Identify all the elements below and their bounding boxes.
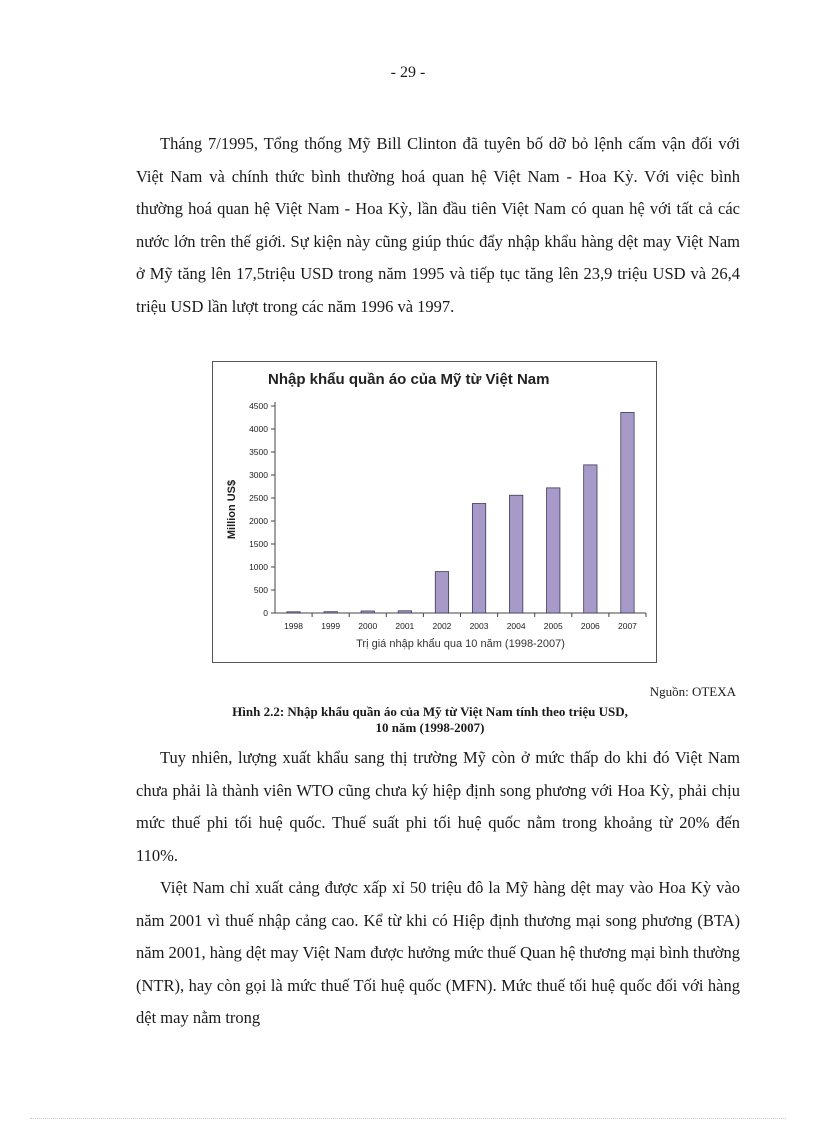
chart-title: Nhập khẩu quần áo của Mỹ từ Việt Nam xyxy=(268,371,550,388)
paragraph-3: Việt Nam chỉ xuất cảng được xấp xỉ 50 triệu đô la Mỹ hàng dệt may vào Hoa Kỳ vào năm 2001 vì thuế nhập cảng cao. Kể từ khi có Hiệp định thương mại song phương (BTA) năm 2001, hàng dệt may Việt Nam được hưởng mức thuế Quan hệ thương mại bình thường (NTR), hay còn gọi là mức thuế Tối huệ quốc (MFN). Mức thuế tối huệ quốc đối với hàng dệt may nằm trong xyxy=(136,878,740,1027)
figure-caption-line-2: 10 năm (1998-2007) xyxy=(375,720,485,735)
bar xyxy=(472,504,485,613)
x-tick-label: 2006 xyxy=(580,621,600,631)
y-axis-label: Million US$ xyxy=(226,479,238,540)
y-tick-label: 2000 xyxy=(249,516,268,526)
figure-source: Nguồn: OTEXA xyxy=(649,684,736,699)
x-axis-label: Trị giá nhập khẩu qua 10 năm (1998-2007) xyxy=(356,638,565,650)
x-tick-label: 2000 xyxy=(358,621,378,631)
y-tick-label: 1500 xyxy=(249,539,268,549)
y-tick-label: 4000 xyxy=(249,424,268,434)
y-tick-label: 0 xyxy=(263,608,268,618)
bar xyxy=(547,488,560,613)
y-tick-label: 3500 xyxy=(249,447,268,457)
bar xyxy=(287,612,300,613)
paragraph-1: Tháng 7/1995, Tổng thống Mỹ Bill Clinton đã tuyên bố dỡ bỏ lệnh cấm vận đối với Việt Nam và chính thức bình thường hoá quan hệ Việt Nam - Hoa Kỳ. Với việc bình thường hoá quan hệ Việt Nam - Hoa Kỳ, lần đầu tiên Việt Nam có quan hệ với tất cả các nước lớn trên thế giới. Sự kiện này cũng giúp thúc đẩy nhập khẩu hàng dệt may Việt Nam ở Mỹ tăng lên 17,5triệu USD trong năm 1995 và tiếp tục tăng lên 23,9 triệu USD và 26,4 triệu USD lần lượt trong các năm 1996 và 1997. xyxy=(136,134,740,316)
page-bottom-divider xyxy=(30,1118,786,1119)
bar-chart xyxy=(213,362,656,662)
bar xyxy=(398,611,411,613)
y-tick-label: 3000 xyxy=(249,470,268,480)
bar xyxy=(435,572,448,613)
bar xyxy=(361,611,374,613)
y-tick-label: 2500 xyxy=(249,493,268,503)
x-tick-label: 1999 xyxy=(321,621,341,631)
x-tick-label: 2007 xyxy=(617,621,637,631)
bar xyxy=(324,612,337,613)
paragraph-2: Tuy nhiên, lượng xuất khẩu sang thị trường Mỹ còn ở mức thấp do khi đó Việt Nam chưa phải là thành viên WTO cũng chưa ký hiệp định song phương với Hoa Kỳ, phải chịu mức thuế phi tối huệ quốc. Thuế suất phi tối huệ quốc nằm trong khoảng từ 20% đến 110%. xyxy=(136,748,740,865)
bar xyxy=(509,495,522,613)
x-tick-label: 2003 xyxy=(469,621,489,631)
bar xyxy=(584,465,597,613)
page-number: - 29 - xyxy=(390,64,426,81)
bar xyxy=(621,412,634,613)
x-tick-label: 2001 xyxy=(395,621,415,631)
chart-figure xyxy=(212,361,657,663)
x-tick-label: 1998 xyxy=(284,621,304,631)
figure-caption-line-1: Hình 2.2: Nhập khẩu quần áo của Mỹ từ Việt Nam tính theo triệu USD, xyxy=(232,704,628,719)
x-tick-label: 2005 xyxy=(543,621,563,631)
y-tick-label: 1000 xyxy=(249,562,268,572)
x-tick-label: 2004 xyxy=(506,621,526,631)
y-tick-label: 500 xyxy=(253,585,268,595)
figure-caption xyxy=(150,704,710,736)
x-tick-label: 2002 xyxy=(432,621,452,631)
y-tick-label: 4500 xyxy=(249,401,268,411)
